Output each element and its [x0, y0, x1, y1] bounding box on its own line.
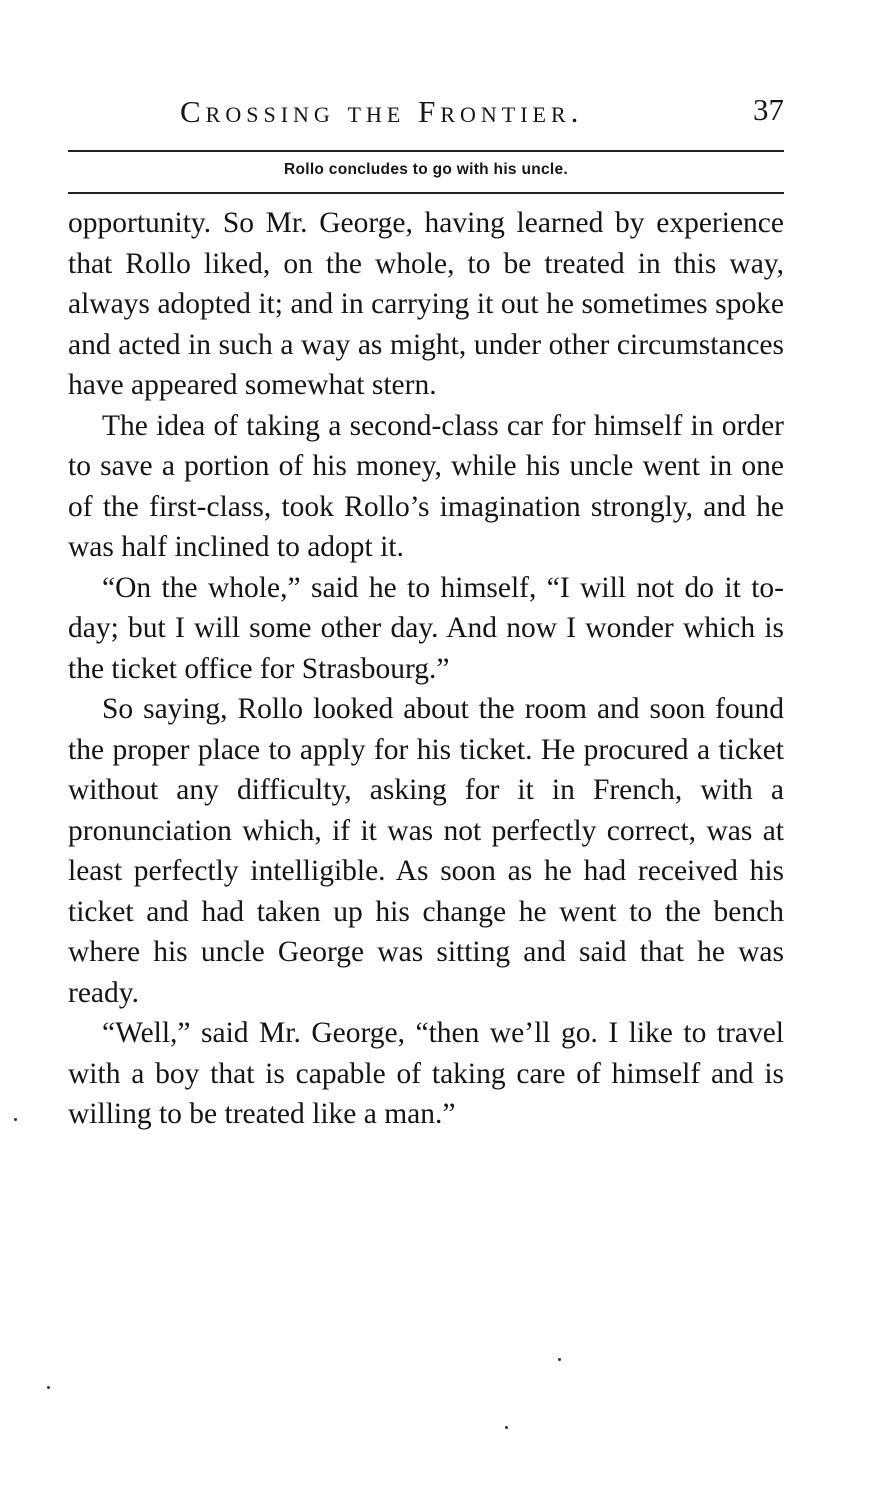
header-rule-top	[68, 150, 784, 152]
print-speck	[14, 1118, 17, 1121]
paragraph: “Well,” said Mr. George, “then we’ll go. I like to travel with a boy that is capable of taking care of himself and is willing to be treated like a man.”	[68, 1017, 784, 1130]
side-note: Rollo concludes to go with his uncle.	[283, 161, 569, 178]
print-speck	[558, 1358, 561, 1361]
page-number: 37	[753, 92, 784, 127]
header-rule-bottom	[68, 192, 784, 194]
paragraph: The idea of taking a second-class car for himself in order to save a portion of his money, while his uncle went in one of the first-class, took Rollo’s imagination strongly, and he was half inclined to adopt it.	[68, 409, 784, 563]
chapter-title: Crossing the Frontier.	[180, 94, 584, 129]
running-head	[68, 88, 790, 178]
paragraph: opportunity. So Mr. George, having learned by experience that Rollo liked, on the whole, to be treated in this way, always adopted it; and in carrying it out he sometimes spoke and acted in such a way as might, under other circumstances have appeared somewhat stern.	[68, 207, 784, 401]
body-text	[68, 203, 784, 1135]
paragraph: “On the whole,” said he to himself, “I will not do it to-day; but I will some other day. And now I wonder which is the ticket office for Strasbourg.”	[68, 571, 784, 685]
print-speck	[505, 1426, 508, 1429]
print-speck	[47, 1386, 50, 1389]
paragraph: So saying, Rollo looked about the room and soon found the proper place to apply for his ticket. He procured a ticket without any difficulty, asking for it in French, with a pronunciation which, if it was not perfectly correct, was at least perfectly intelligible. As soon as he had received his ticket and had taken up his change he went to the bench where his uncle George was sitting and said that he was ready.	[68, 693, 784, 1009]
book-page	[68, 88, 790, 1130]
